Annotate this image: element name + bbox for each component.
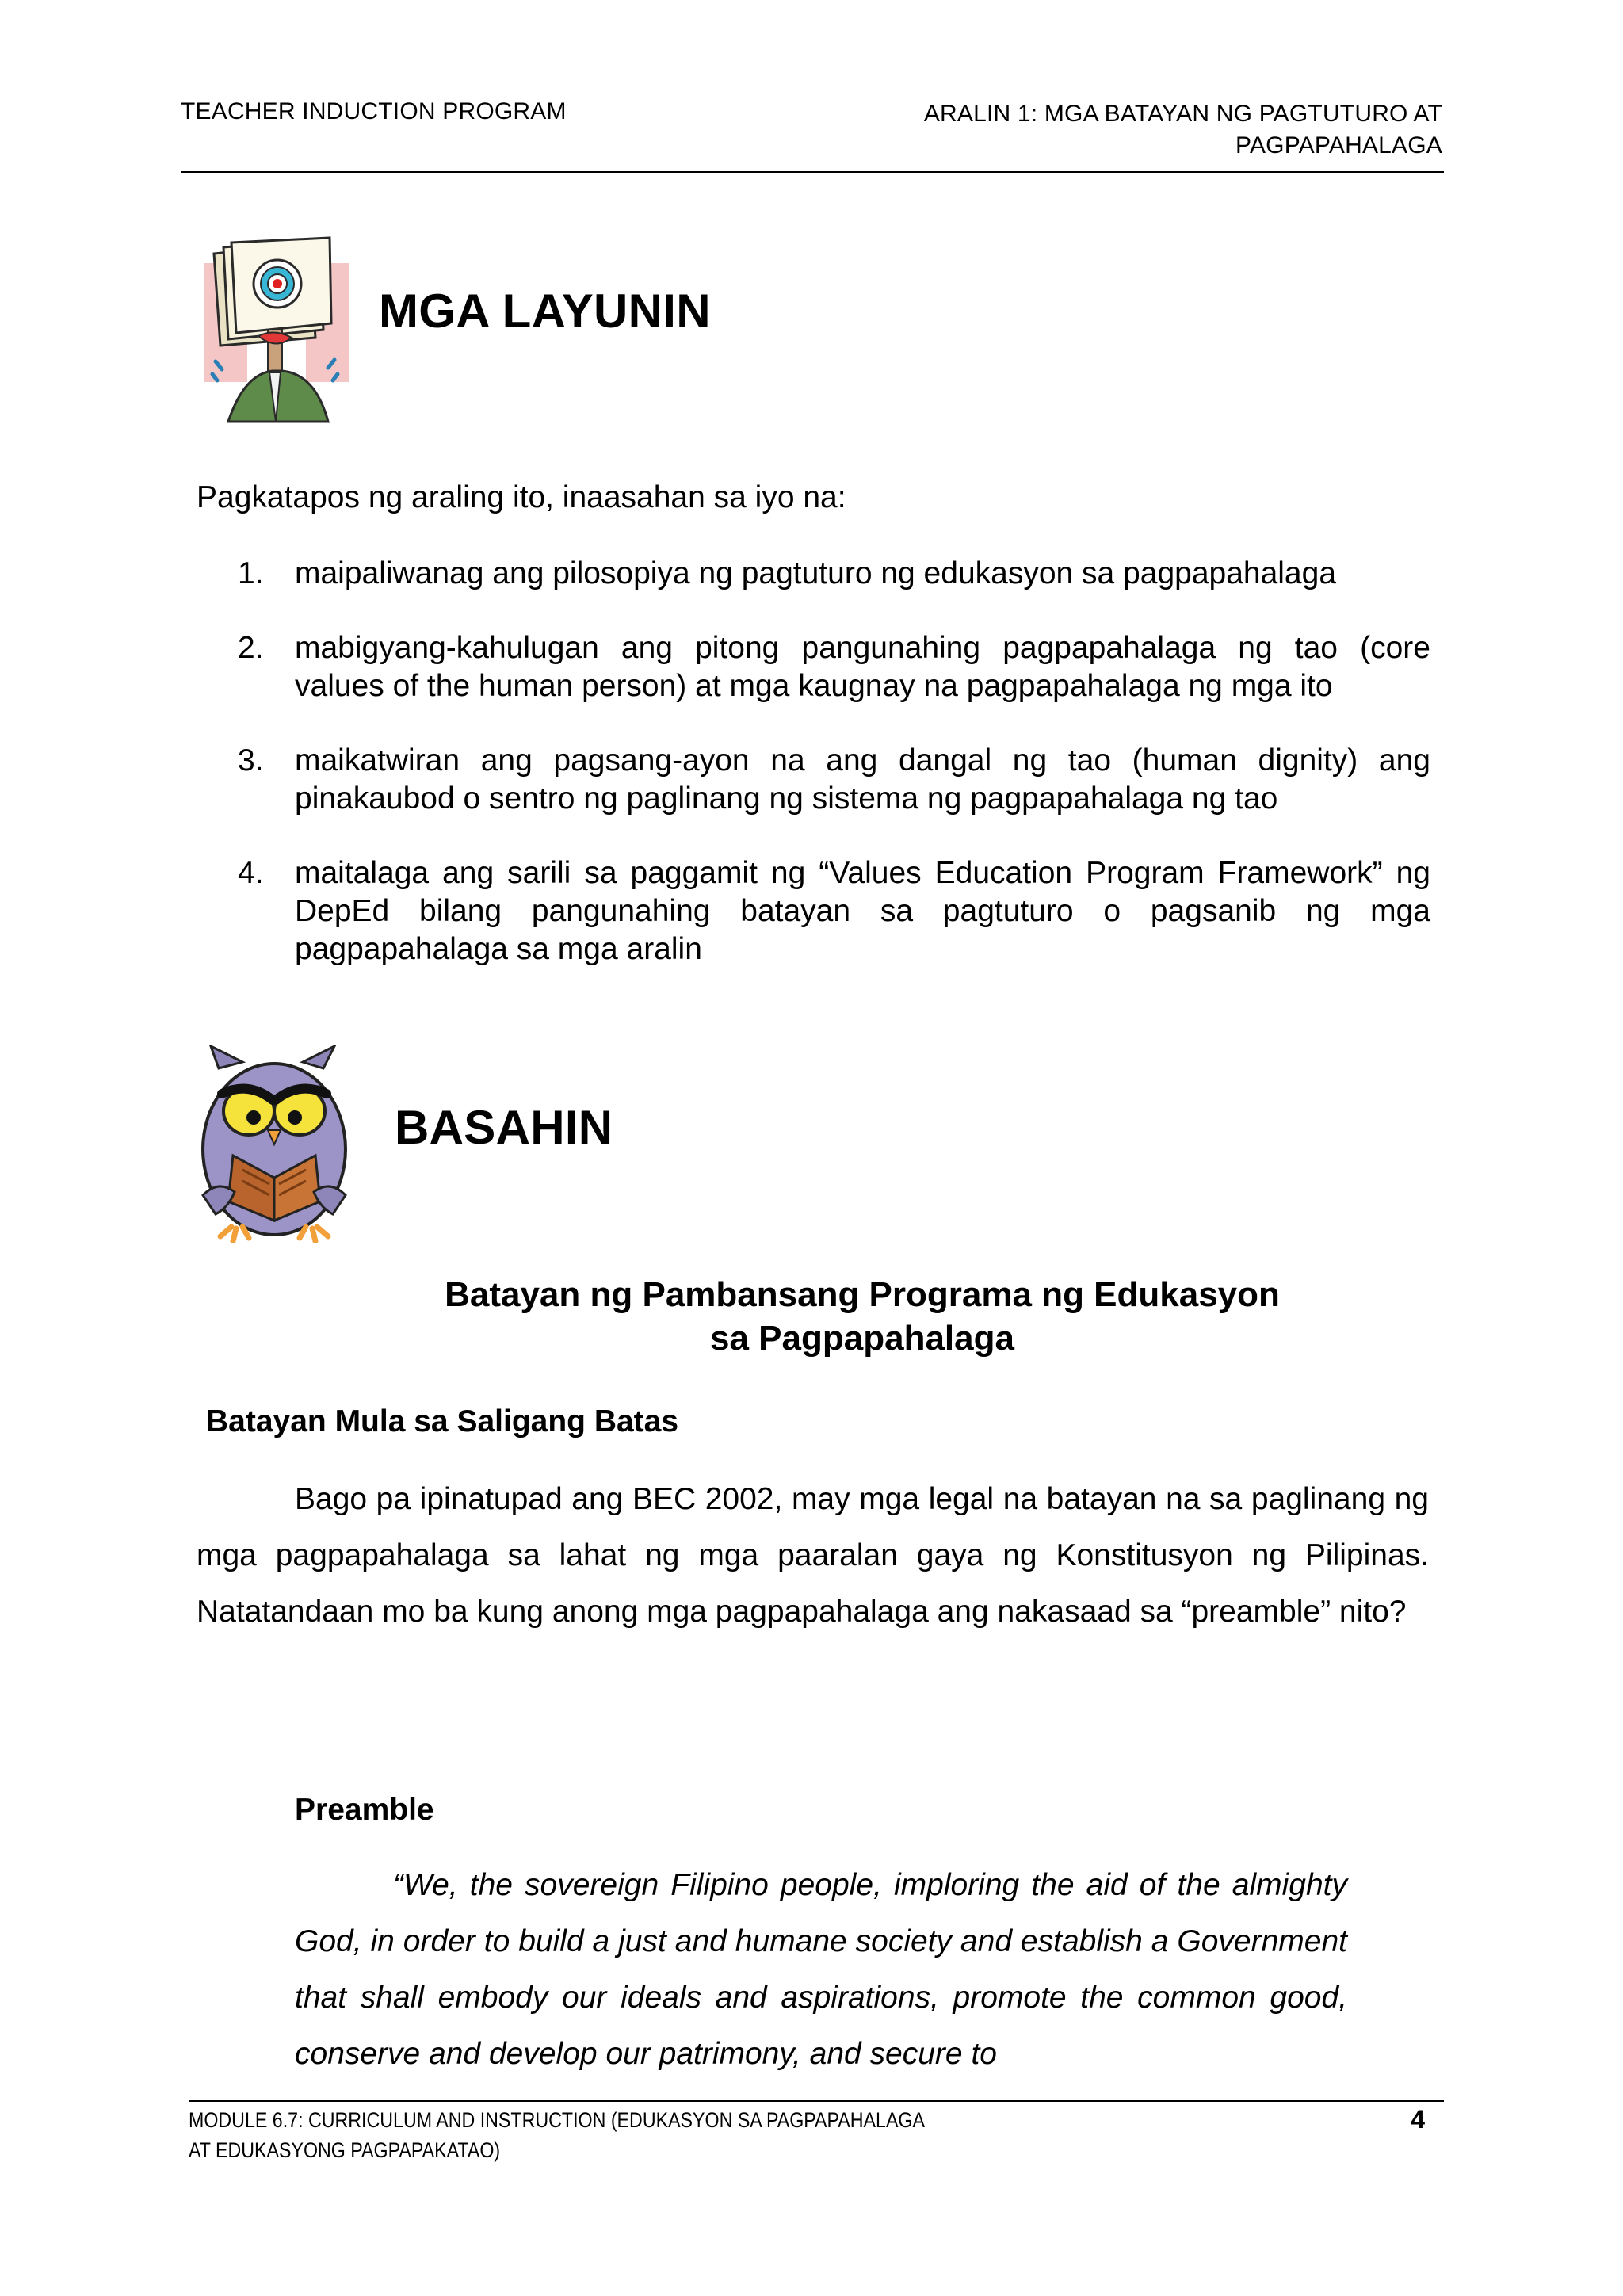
list-item-text: maitalaga ang sarili sa paggamit ng “Values Education Program Framework” ng DepEd bilang pangunahing batayan sa pagtuturo o pagsanib ng mga pagpapahalaga sa mga aralin [295, 856, 1430, 966]
list-item [238, 555, 1430, 593]
section-heading: Batayan Mula sa Saligang Batas [206, 1404, 679, 1438]
footer-line1: MODULE 6.7: CURRICULUM AND INSTRUCTION (EDUKASYON SA PAGPAPAHALAGA [189, 2108, 925, 2132]
header-lesson-title [924, 98, 1442, 162]
page-number: 4 [1411, 2105, 1425, 2134]
list-item-number: 1. [238, 556, 264, 590]
header-program-title: TEACHER INDUCTION PROGRAM [181, 98, 567, 124]
list-item [238, 854, 1430, 968]
objectives-title: MGA LAYUNIN [379, 285, 711, 338]
footer-divider [189, 2100, 1444, 2102]
footer-module-title [189, 2105, 925, 2165]
list-item-text: maipaliwanag ang pilosopiya ng pagtuturo ng edukasyon sa pagpapahalaga [295, 556, 1337, 590]
reading-title: BASAHIN [395, 1101, 613, 1154]
list-item-number: 3. [238, 743, 264, 777]
reading-subtitle [197, 1273, 1528, 1360]
list-item-text: mabigyang-kahulugan ang pitong pangunahing pagpapahalaga ng tao (core values of the human person) at mga kaugnay na pagpapahalaga ng mga ito [295, 631, 1430, 703]
list-item-number: 2. [238, 631, 264, 665]
list-item-number: 4. [238, 856, 264, 890]
list-item [238, 742, 1430, 818]
objectives-intro: Pagkatapos ng araling ito, inaasahan sa iyo na: [197, 480, 846, 514]
owl-reading-icon [187, 1045, 377, 1243]
preamble-heading: Preamble [295, 1793, 434, 1827]
header-divider [181, 171, 1444, 173]
objectives-list [238, 555, 1430, 1005]
reading-subtitle-line1: Batayan ng Pambansang Programa ng Edukasyon [445, 1275, 1280, 1314]
target-sign-icon [197, 235, 355, 425]
list-item-text: maikatwiran ang pagsang-ayon na ang dangal ng tao (human dignity) ang pinakaubod o sentro ng paglinang ng sistema ng pagpapahalaga ng tao [295, 743, 1430, 816]
header-lesson-line2: PAGPAPAHALAGA [1235, 132, 1442, 159]
header-lesson-line1: ARALIN 1: MGA BATAYAN NG PAGTUTURO AT [923, 101, 1442, 127]
body-paragraph: Bago pa ipinatupad ang BEC 2002, may mga legal na batayan na sa paglinang ng mga pagpapahalaga sa lahat ng mga paaralan gaya ng Konstitusyon ng Pilipinas. Natatandaan mo ba kung anong mga pagpapahalaga ang nakasaad sa “preamble” nito? [197, 1482, 1429, 1629]
list-item [238, 629, 1430, 705]
reading-subtitle-line2: sa Pagpapahalaga [710, 1319, 1014, 1358]
preamble-quote: “We, the sovereign Filipino people, imploring the aid of the almighty God, in order to build a just and humane society and establish a Government that shall embody our ideals and aspirations, promote the common good, conserve and develop our patrimony, and secure to [295, 1868, 1347, 2071]
footer-line2: AT EDUKASYONG PAGPAPAKATAO) [189, 2138, 501, 2162]
